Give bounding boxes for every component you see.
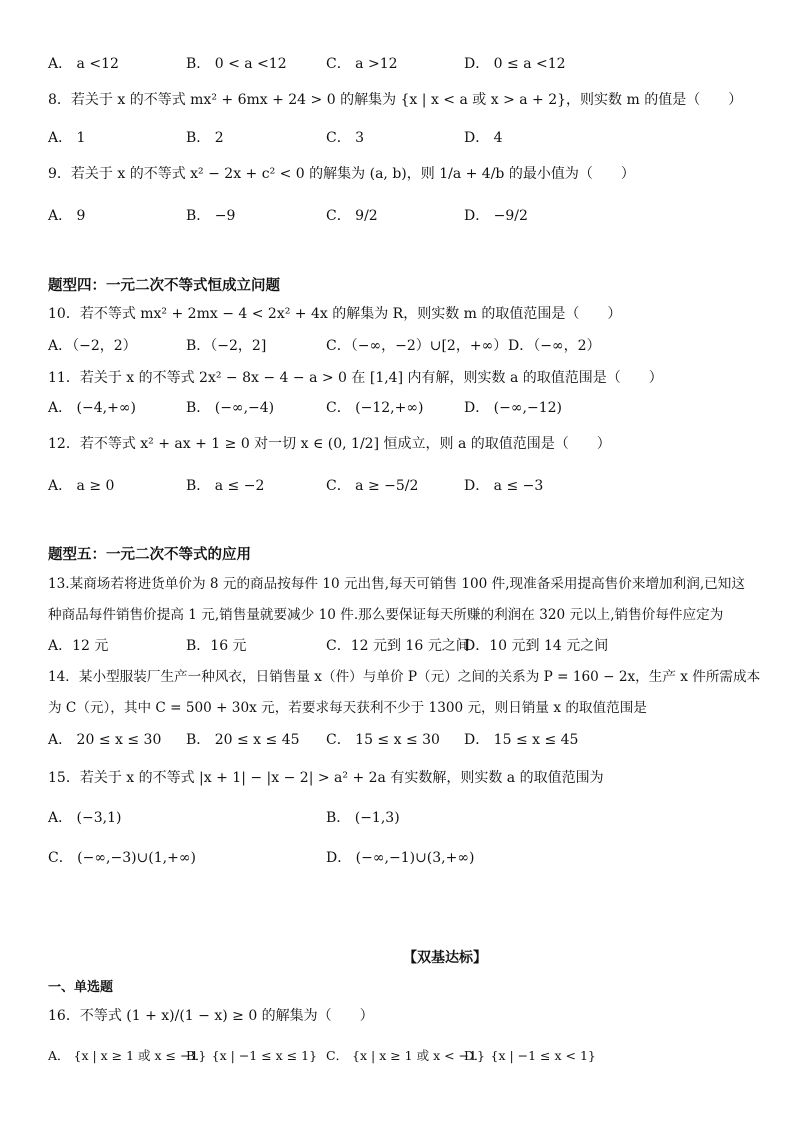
q13-option-a: A．12 元 [48,638,109,654]
q12-option-a: A． a ≥ 0 [48,478,115,494]
subsection-single-choice: 一、单选题 [48,980,114,995]
q8-option-d: D． 4 [464,130,503,146]
q14-option-c: C． 15 ≤ x ≤ 30 [326,732,440,748]
q16-option-b: B． {x | −1 ≤ x ≤ 1} [186,1048,318,1063]
q9-option-a: A． 9 [48,208,86,224]
q13-stem-line1: 13.某商场若将进货单价为 8 元的商品按每件 10 元出售,每天可销售 100 件,现准备采用提高售价来增加利润,已知这 [48,576,745,592]
q11-option-b: B． (−∞,−4) [186,400,275,416]
section-heading-double-basics: 【双基达标】 [403,950,487,966]
q9-option-b: B． −9 [186,208,236,224]
q9-option-d: D． −9/2 [464,208,528,224]
section-heading-type4: 题型四：一元二次不等式恒成立问题 [48,277,280,294]
q7-option-b: B． 0 < a <12 [186,56,287,72]
q13-stem-line2: 种商品每件销售价提高 1 元,销售量就要减少 10 件.那么要保证每天所赚的利润在 320 元以上,销售价每件应定为 [48,607,724,623]
q9-option-c: C． 9/2 [326,208,378,224]
q11-option-c: C． (−12,+∞) [326,400,424,416]
q11-stem: 11．若关于 x 的不等式 2x² − 8x − 4 − a > 0 在 [1,4] 内有解，则实数 a 的取值范围是（ ） [48,370,663,386]
q14-stem-line1: 14．某小型服装厂生产一种风衣，日销售量 x（件）与单价 P（元）之间的关系为 P = 160 − 2x，生产 x 件所需成本 [48,669,761,685]
q11-option-a: A． (−4,+∞) [48,400,136,416]
q7-option-d: D． 0 ≤ a <12 [464,56,566,72]
q8-option-b: B． 2 [186,130,224,146]
q15-option-a: A． (−3,1) [48,810,122,826]
q10-option-c: C．（−∞，−2）∪[2，+∞） [326,338,508,354]
q10-option-a: A．（−2，2） [48,338,137,354]
q10-option-d: D．（−∞，2） [508,338,601,354]
q13-option-c: C．12 元到 16 元之间 [326,638,470,654]
q14-option-a: A． 20 ≤ x ≤ 30 [48,732,162,748]
q11-option-d: D． (−∞,−12) [464,400,562,416]
q16-stem: 16．不等式 (1 + x)/(1 − x) ≥ 0 的解集为（ ） [48,1008,374,1024]
q16-option-c: C． {x | x ≥ 1 或 x < −1} [326,1048,485,1063]
q8-stem: 8．若关于 x 的不等式 mx² + 6mx + 24 > 0 的解集为 {x | x < a 或 x > a + 2}，则实数 m 的值是（ ） [48,92,743,108]
q14-option-d: D． 15 ≤ x ≤ 45 [464,732,579,748]
q9-stem: 9．若关于 x 的不等式 x² − 2x + c² < 0 的解集为 (a, b)，则 1/a + 4/b 的最小值为（ ） [48,166,635,182]
q8-option-c: C． 3 [326,130,365,146]
q10-option-b: B．（−2，2] [186,338,267,354]
section-heading-type5: 题型五：一元二次不等式的应用 [48,546,251,563]
q8-option-a: A． 1 [48,130,86,146]
q14-stem-line2: 为 C（元），其中 C = 500 + 30x 元，若要求每天获利不少于 1300 元，则日销量 x 的取值范围是 [48,700,647,716]
q7-option-a: A． a <12 [48,56,119,72]
q14-option-b: B． 20 ≤ x ≤ 45 [186,732,300,748]
q15-stem: 15．若关于 x 的不等式 |x + 1| − |x − 2| > a² + 2a 有实数解，则实数 a 的取值范围为 [48,770,604,786]
q16-option-d: D． {x | −1 ≤ x < 1} [464,1048,596,1063]
q12-option-b: B． a ≤ −2 [186,478,265,494]
q15-option-d: D． (−∞,−1)∪(3,+∞) [326,850,475,866]
q13-option-b: B．16 元 [186,638,247,654]
q15-option-b: B． (−1,3) [326,810,400,826]
q13-option-d: D．10 元到 14 元之间 [464,638,609,654]
q16-option-a: A． {x | x ≥ 1 或 x ≤ −1} [48,1048,207,1063]
q12-option-c: C． a ≥ −5/2 [326,478,419,494]
q12-option-d: D． a ≤ −3 [464,478,544,494]
q12-stem: 12．若不等式 x² + ax + 1 ≥ 0 对一切 x ∈ (0, 1/2] 恒成立，则 a 的取值范围是（ ） [48,436,611,452]
q7-option-c: C． a >12 [326,56,398,72]
q10-stem: 10．若不等式 mx² + 2mx − 4 < 2x² + 4x 的解集为 R，则实数 m 的取值范围是（ ） [48,306,622,322]
q15-option-c: C． (−∞,−3)∪(1,+∞) [48,850,196,866]
